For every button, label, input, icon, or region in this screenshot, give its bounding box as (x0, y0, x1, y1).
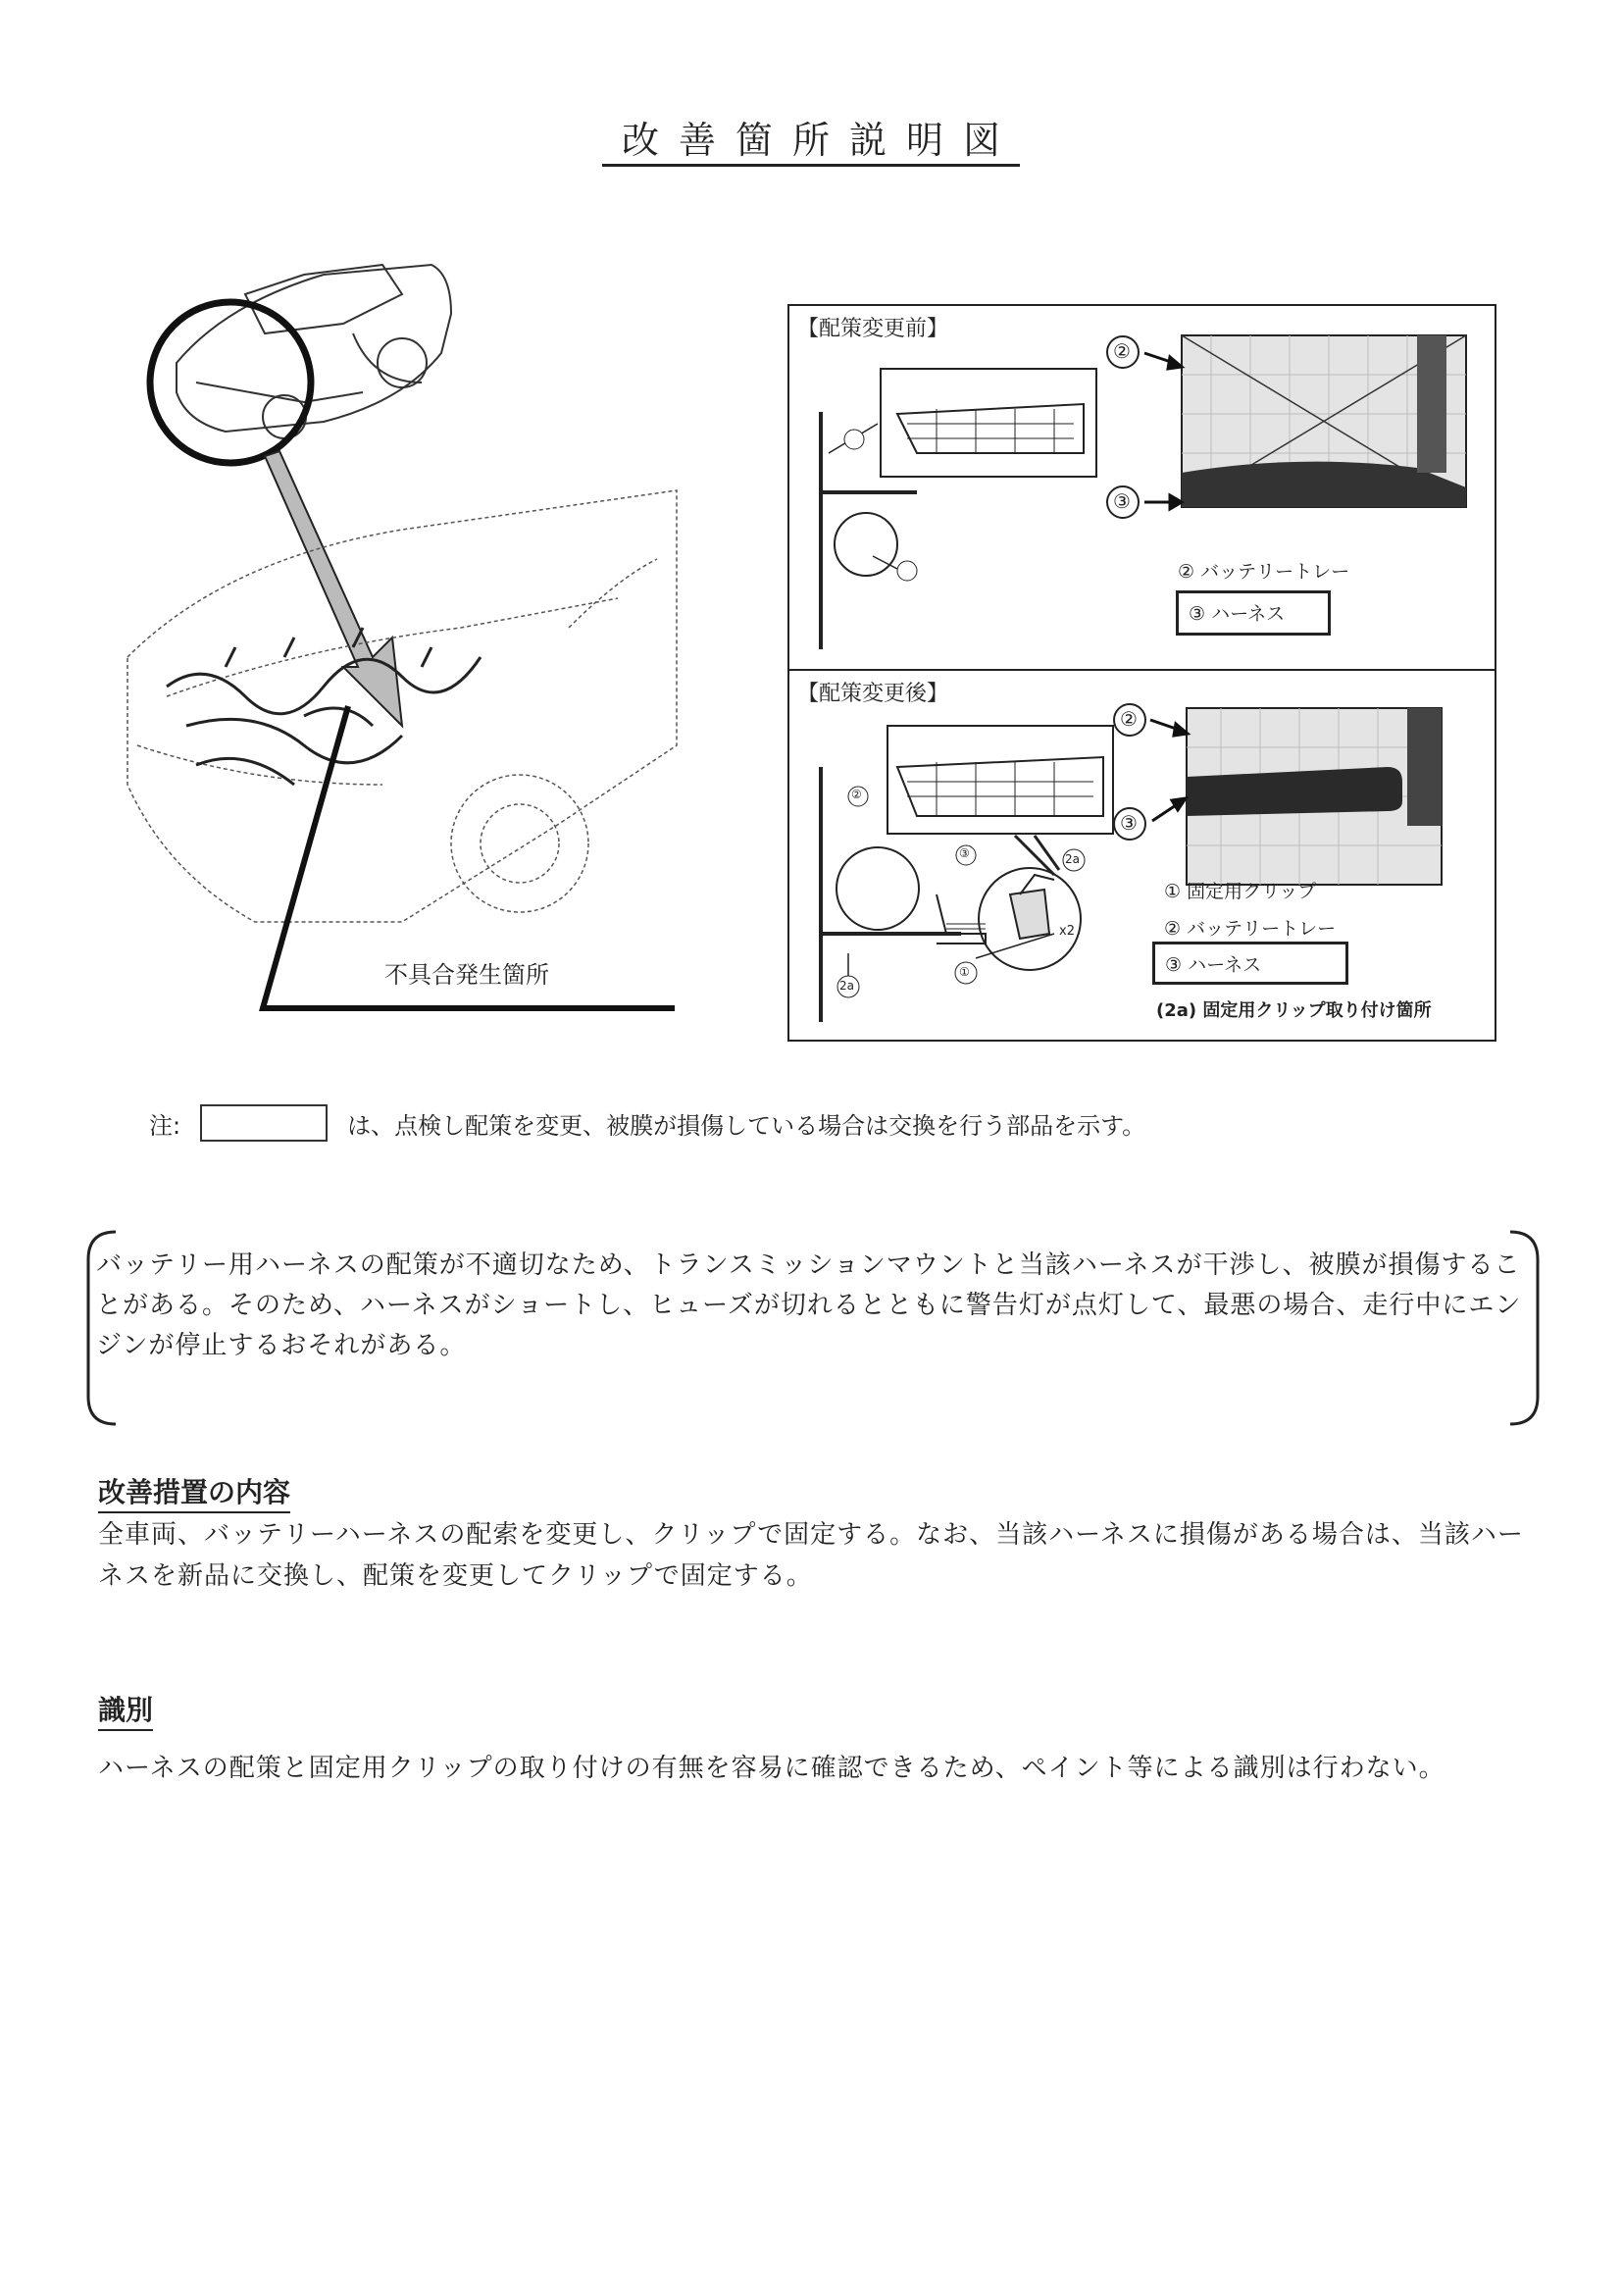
highlight-circle (150, 302, 311, 463)
after-schematic-label-3: ③ (959, 846, 970, 860)
before-legend-harness-box (1176, 590, 1331, 636)
after-legend-clip: ① 固定用クリップ (1164, 881, 1317, 902)
panel-divider (789, 669, 1495, 671)
before-callouts (844, 336, 1139, 581)
defect-location-label: 不具合発生箇所 (384, 961, 549, 989)
routing-diagrams (789, 306, 1498, 1044)
after-schematic-label-2a: 2a (1065, 852, 1080, 866)
note-label: 注: (149, 1111, 181, 1140)
before-photo (1182, 335, 1466, 507)
identification-text: ハーネスの配策と固定用クリップの取り付けの有無を容易に確認できるため、ペイント等による識別は行わない。 (98, 1754, 1445, 1783)
routing-comparison-panel (787, 304, 1496, 1042)
before-section-label: 【配策変更前】 (797, 317, 949, 341)
note-sample-box (200, 1104, 328, 1142)
before-legend-harness: ③ ハーネス (1189, 603, 1286, 625)
after-callout-2: ② (1120, 707, 1138, 731)
before-callout-3: ③ (1113, 489, 1131, 513)
after-legend-harness: ③ ハーネス (1165, 954, 1262, 976)
zoom-arrow (265, 451, 402, 726)
defect-description: バッテリー用ハーネスの配策が不適切なため、トランスミッションマウントと当該ハーネスが干渉し、被膜が損傷することがある。そのため、ハーネスがショートし、ヒューズが切れるとともに警告灯が点灯して、最悪の場合、走行中にエンジンが停止するおそれがある。 (96, 1250, 1522, 1360)
after-legend-clip-location: (2a) 固定用クリップ取り付け箇所 (1156, 1000, 1432, 1021)
after-schematic-label-1: ① (959, 965, 970, 979)
before-schematic (821, 369, 1096, 649)
engine-bay-sketch (127, 490, 677, 922)
after-section-label: 【配策変更後】 (797, 682, 949, 706)
note-line (149, 1104, 1145, 1142)
remedy-heading: 改善措置の内容 (98, 1471, 290, 1513)
remedy-text: 全車両、バッテリーハーネスの配索を変更し、クリップで固定する。なお、当該ハーネスに損傷がある場合は、当該ハーネスを新品に交換し、配策を変更してクリップで固定する。 (98, 1520, 1524, 1591)
identification-heading: 識別 (98, 1689, 153, 1731)
before-callout-2: ② (1113, 339, 1131, 363)
note-text: は、点検し配策を変更、被膜が損傷している場合は交換を行う部品を示す。 (347, 1111, 1146, 1140)
before-legend-battery-tray: ② バッテリートレー (1178, 561, 1350, 583)
after-schematic-label-2: ② (851, 788, 862, 801)
after-x2-label: x2 (1059, 924, 1075, 939)
page-title: 改善箇所説明図 (0, 110, 1622, 164)
after-schematic-label-2a-bottom: 2a (839, 979, 854, 993)
after-arrows (1150, 720, 1188, 821)
wire-harness-sketch (167, 628, 481, 785)
after-legend-battery-tray: ② バッテリートレー (1164, 918, 1337, 940)
car-thumbnail (177, 265, 451, 438)
before-arrows (1144, 353, 1182, 509)
engine-bay-illustration (108, 235, 696, 1020)
after-legend-harness-box (1152, 942, 1348, 985)
after-photo (1187, 708, 1442, 885)
after-callout-3: ③ (1120, 811, 1138, 835)
